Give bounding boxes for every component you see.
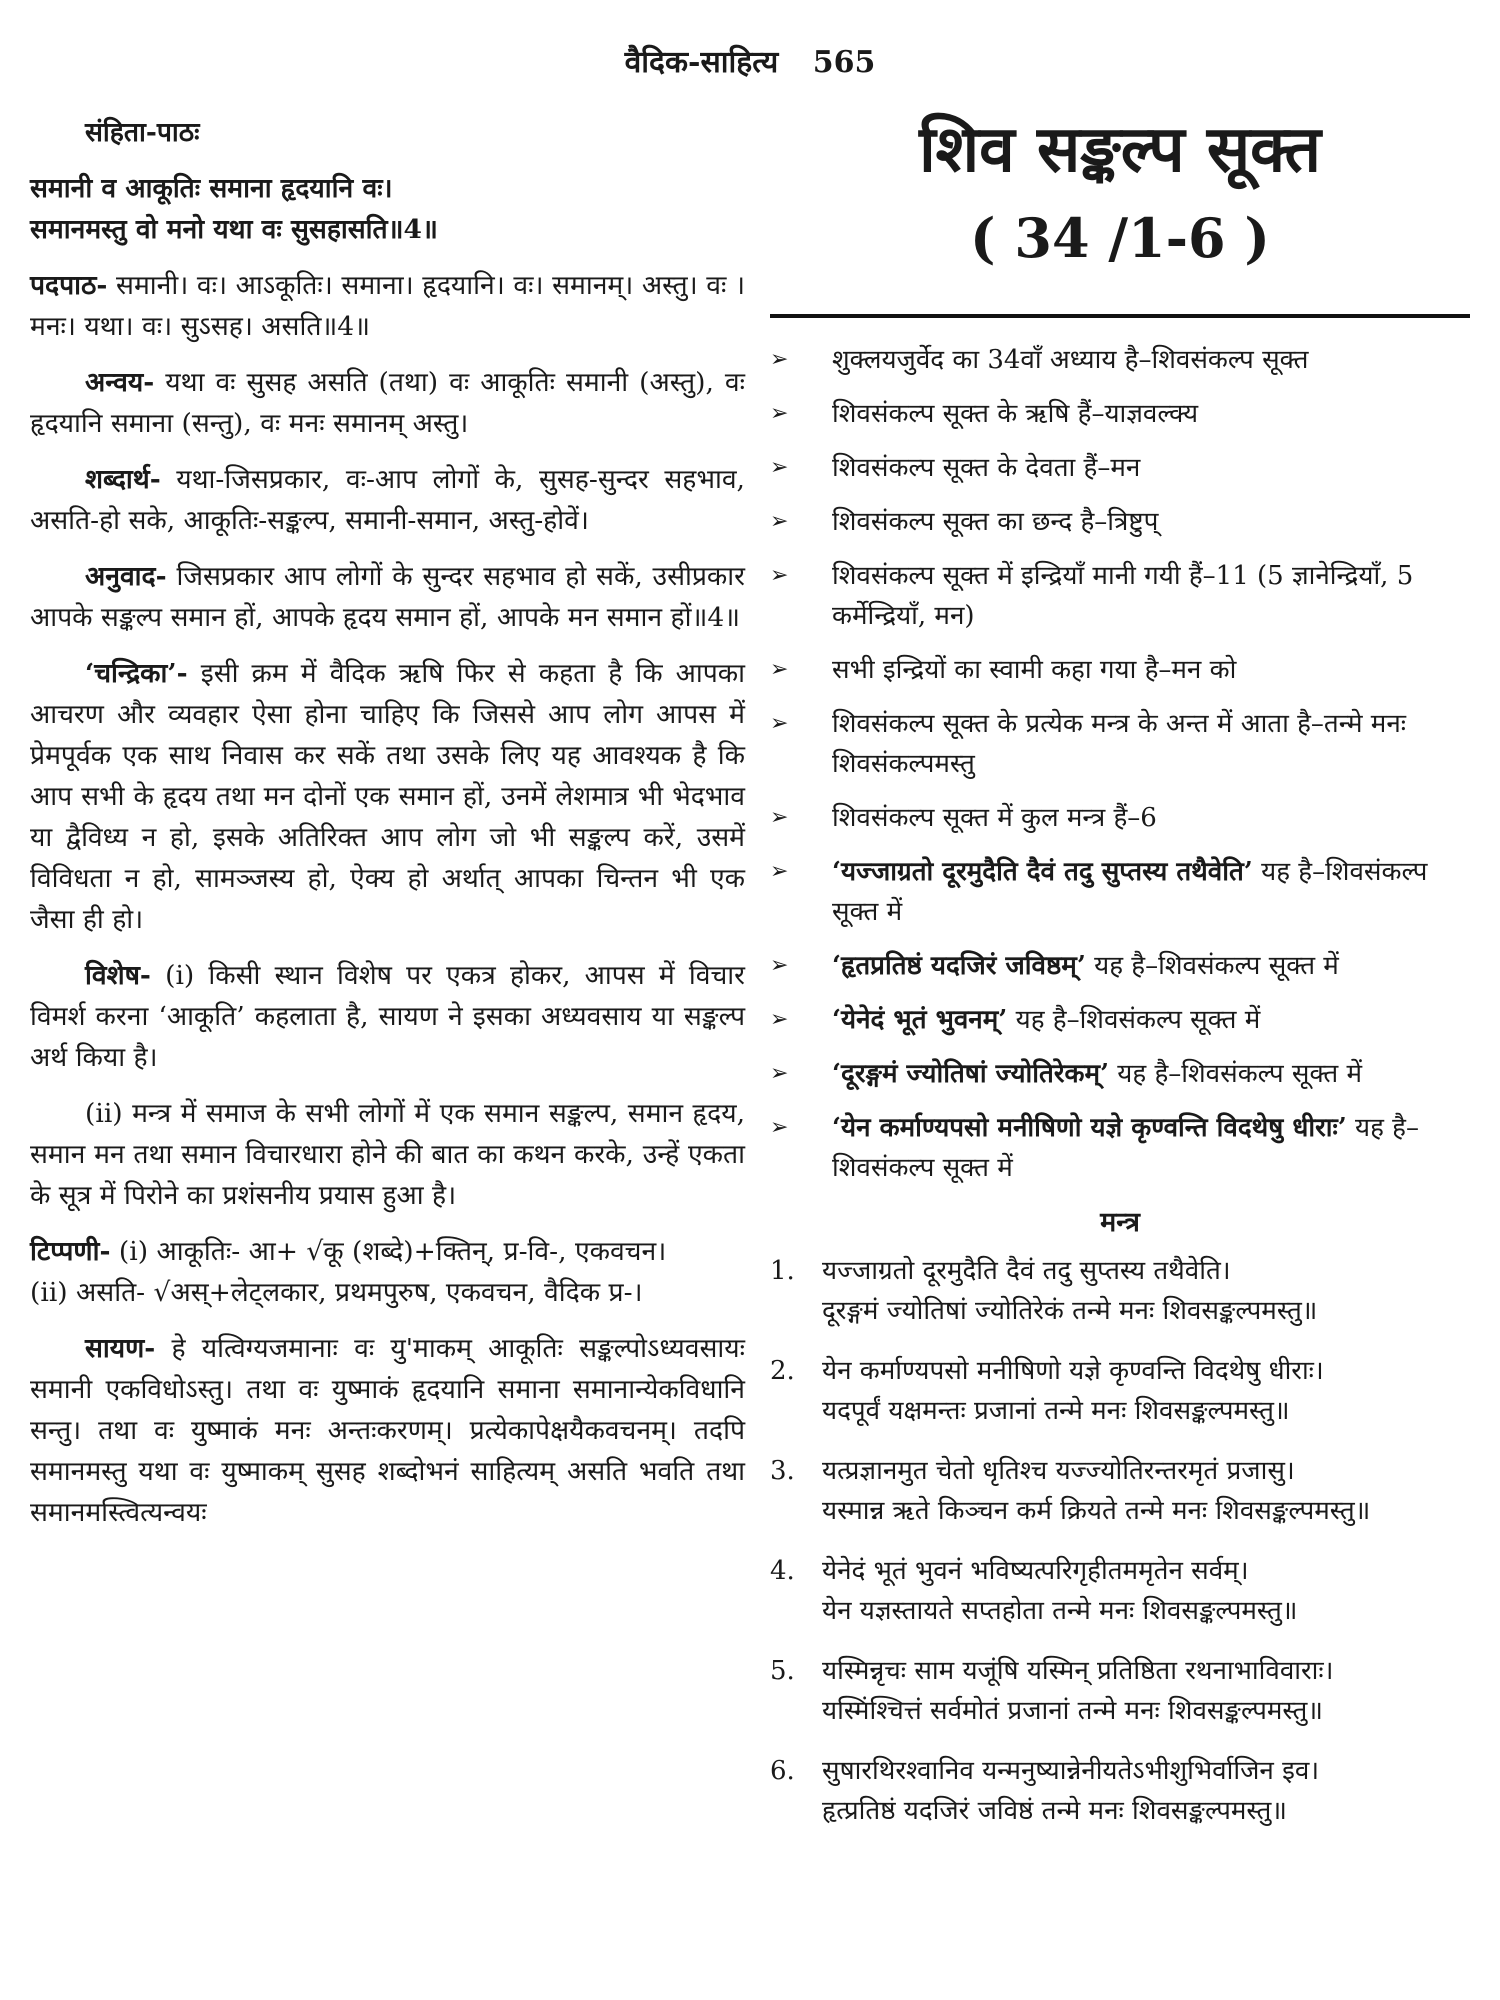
arrow-bullet-icon: ➢ <box>770 805 789 830</box>
vishesh-text-i: (i) किसी स्थान विशेष पर एकत्र होकर, आपस में विचार विमर्श करना ‘आकूति’ कहलाता है, सायण ने इसका अध्यवसाय या सङ्कल्प अर्थ किया है। <box>30 960 745 1073</box>
list-item <box>770 1000 1470 1040</box>
mantra-line: यत्प्रज्ञानमुत चेतो धृतिश्च यज्ज्योतिरन्तरमृतं प्रजासु। <box>822 1456 1295 1486</box>
list-item-text <box>832 340 1470 380</box>
mantra-line: यस्मिंश्चित्तं सर्वमोतं प्रजानां तन्मे मनः शिवसङ्कल्पमस्तु॥ <box>822 1696 1323 1726</box>
mantra-line: यदपूर्वं यक्षमन्तः प्रजानां तन्मे मनः शिवसङ्कल्पमस्तु॥ <box>822 1396 1290 1426</box>
mantra-list <box>770 1251 1470 1831</box>
quoted-mantra: ‘हृतप्रतिष्ठं यदजिरं जविष्ठम्’ <box>832 951 1086 981</box>
fact-text: शिवसंकल्प सूक्त के ऋषि हैं–याज्ञवल्क्य <box>832 399 1199 429</box>
anvaya-paragraph <box>30 362 745 444</box>
tippani-paragraph-1 <box>30 1231 745 1272</box>
list-item-text <box>832 1108 1470 1188</box>
anvaya-text: यथा वः सुसह असति (तथा) वः आकूतिः समानी (अस्तु), वः हृदयानि समाना (सन्तु), वः मनः समानम् अस्तु। <box>30 367 745 439</box>
mantra-number: 2. <box>770 1356 795 1386</box>
mantra-line: येन कर्माण्यपसो मनीषिणो यज्ञे कृण्वन्ति विदथेषु धीराः। <box>822 1356 1324 1386</box>
sayan-paragraph <box>30 1328 745 1533</box>
chandrika-label: ‘चन्द्रिका’- <box>85 658 188 689</box>
arrow-bullet-icon: ➢ <box>770 401 789 426</box>
mantra-line: यस्मिन्नृचः साम यजूंषि यस्मिन् प्रतिष्ठिता रथनाभाविवाराः। <box>822 1656 1334 1686</box>
list-item-text <box>832 1054 1470 1094</box>
mantra-line: येनेदं भूतं भुवनं भविष्यत्परिगृहीतममृतेन सर्वम्। <box>822 1556 1249 1586</box>
anuvad-text: जिसप्रकार आप लोगों के सुन्दर सहभाव हो सकें, उसीप्रकार आपके सङ्कल्प समान हों, आपके हृदय समान हों, आपके मन समान हों॥4॥ <box>30 561 745 633</box>
list-item <box>770 852 1470 932</box>
chandrika-text: इसी क्रम में वैदिक ऋषि फिर से कहता है कि आपका आचरण और व्यवहार ऐसा होना चाहिए कि जिससे आप लोग आपस में प्रेमपूर्वक एक साथ निवास कर सकें तथा उसके लिए यह आवश्यक है कि आप सभी के हृदय तथा मन दोनों एक समान हों, उनमें लेशमात्र भी भेदभाव या द्वैविध्य न हो, इसके अतिरिक्त आप लोग जो भी सङ्कल्प करें, उसमें विविधता न हो, सामञ्जस्य हो, ऐक्य हो अर्थात् आपका चिन्तन भी एक जैसा ही हो। <box>30 658 745 935</box>
arrow-bullet-icon: ➢ <box>770 859 789 884</box>
list-item-text <box>832 704 1470 784</box>
samhita-line-2: समानमस्तु वो मनो यथा वः सुसहासति॥4॥ <box>30 214 438 245</box>
mantra-heading: मन्त्र <box>1100 1207 1140 1238</box>
arrow-bullet-icon: ➢ <box>770 1061 789 1086</box>
left-column <box>30 112 745 1548</box>
mantra-item <box>770 1751 1470 1831</box>
mantra-line: यस्मान्न ऋते किञ्चन कर्म क्रियते तन्मे मनः शिवसङ्कल्पमस्तु॥ <box>822 1496 1371 1526</box>
quoted-mantra: ‘दूरङ्गमं ज्योतिषां ज्योतिरेकम्’ <box>832 1059 1110 1089</box>
fact-text: शिवसंकल्प सूक्त के देवता हैं–मन <box>832 453 1141 483</box>
anuvad-label: अनुवाद- <box>85 561 167 592</box>
shabdartha-text: यथा-जिसप्रकार, वः-आप लोगों के, सुसह-सुन्दर सहभाव, असति-हो सके, आकूतिः-सङ्कल्प, समानी-समान, अस्तु-होवें। <box>30 464 745 536</box>
arrow-bullet-icon: ➢ <box>770 1115 789 1140</box>
mantra-item <box>770 1651 1470 1731</box>
vishesh-label: विशेष- <box>85 960 151 991</box>
fact-text: यह है–शिवसंकल्प सूक्त में <box>832 1113 1419 1183</box>
list-item <box>770 1108 1470 1188</box>
mantra-item <box>770 1451 1470 1531</box>
samhita-line-1: समानी व आकूतिः समाना हृदयानि वः। <box>30 173 393 204</box>
mantra-number: 6. <box>770 1756 795 1786</box>
quoted-mantra: ‘यज्जाग्रतो दूरमुदैति दैवं तदु सुप्तस्य तथैवेति’ <box>832 857 1253 887</box>
tippani-paragraph-2: (ii) असति- √अस्+लेट्लकार, प्रथमपुरुष, एकवचन, वैदिक प्र-। <box>30 1277 643 1308</box>
list-item-text <box>832 798 1470 838</box>
list-item-text <box>832 394 1470 434</box>
list-item <box>770 340 1470 380</box>
tippani-text-i: (i) आकूतिः- आ+ √कू (शब्दे)+क्तिन्, प्र-वि-, एकवचन। <box>118 1236 667 1267</box>
arrow-bullet-icon: ➢ <box>770 953 789 978</box>
list-item <box>770 946 1470 986</box>
mantra-text <box>822 1351 1470 1431</box>
quoted-mantra: ‘येनेदं भूतं भुवनम्’ <box>832 1005 1008 1035</box>
mantra-text <box>822 1251 1470 1331</box>
list-item <box>770 650 1470 690</box>
sayan-text: हे यत्विग्यजमानाः वः यु'माकम् आकूतिः सङ्कल्पोऽध्यवसायः समानी एकविधोऽस्तु। तथा वः युष्माकं हृदयानि समाना समानान्येकविधानि सन्तु। तथा वः युष्माकं मनः अन्तःकरणम्। प्रत्येकापेक्षयैकवचनम्। तदपि समानमस्तु यथा वः युष्माकम् सुसह शब्दोभनं साहित्यम् असति भवति तथा समानमस्त्वित्यन्वयः <box>30 1333 745 1528</box>
list-item-text <box>832 502 1470 542</box>
list-item <box>770 394 1470 434</box>
shabdartha-label: शब्दार्थ- <box>85 464 161 495</box>
sayan-label: सायण- <box>85 1333 156 1364</box>
mantra-number: 5. <box>770 1656 795 1686</box>
sukta-title: शिव सङ्कल्प सूक्त <box>919 112 1321 187</box>
list-item <box>770 798 1470 838</box>
arrow-bullet-icon: ➢ <box>770 509 789 534</box>
arrow-bullet-icon: ➢ <box>770 563 789 588</box>
arrow-bullet-icon: ➢ <box>770 711 789 736</box>
fact-text: यह है–शिवसंकल्प सूक्त में <box>1085 951 1339 981</box>
list-item-text <box>832 650 1470 690</box>
list-item <box>770 448 1470 488</box>
chandrika-paragraph <box>30 653 745 940</box>
arrow-bullet-icon: ➢ <box>770 455 789 480</box>
list-item-text <box>832 1000 1470 1040</box>
vishesh-paragraph-2: (ii) मन्त्र में समाज के सभी लोगों में एक समान सङ्कल्प, समान हृदय, समान मन तथा समान विचारधारा होने की बात का कथन करके, उन्हें एकता के सूत्र में पिरोने का प्रशंसनीय प्रयास हुआ है। <box>30 1098 745 1211</box>
anvaya-label: अन्वय- <box>85 367 155 398</box>
facts-list <box>770 340 1470 1188</box>
section-title: वैदिक-साहित्य <box>624 45 779 80</box>
list-item <box>770 1054 1470 1094</box>
mantra-item <box>770 1351 1470 1431</box>
padapatha-text: समानी। वः। आऽकूतिः। समाना। हृदयानि। वः। समानम्। अस्तु। वः । मनः। यथा। वः। सुऽसह। असति॥4॥ <box>30 270 745 342</box>
mantra-line: येन यज्ञस्तायते सप्तहोता तन्मे मनः शिवसङ्कल्पमस्तु॥ <box>822 1596 1298 1626</box>
fact-text: यह है–शिवसंकल्प सूक्त में <box>1109 1059 1363 1089</box>
arrow-bullet-icon: ➢ <box>770 347 789 372</box>
mantra-item <box>770 1551 1470 1631</box>
vishesh-paragraph-1 <box>30 955 745 1078</box>
list-item <box>770 556 1470 636</box>
quoted-mantra: ‘येन कर्माण्यपसो मनीषिणो यज्ञे कृण्वन्ति विदथेषु धीराः’ <box>832 1113 1347 1143</box>
mantra-text <box>822 1451 1470 1531</box>
fact-text: शिवसंकल्प सूक्त में इन्द्रियाँ मानी गयी हैं–11 (5 ज्ञानेन्द्रियाँ, 5 कर्मेन्द्रियाँ, मन) <box>832 561 1414 631</box>
padapatha-paragraph <box>30 265 745 347</box>
page-header <box>0 40 1500 81</box>
mantra-item <box>770 1251 1470 1331</box>
list-item-text <box>832 448 1470 488</box>
list-item <box>770 502 1470 542</box>
fact-text: सभी इन्द्रियों का स्वामी कहा गया है–मन को <box>832 655 1237 685</box>
mantra-text <box>822 1551 1470 1631</box>
mantra-line: दूरङ्गमं ज्योतिषां ज्योतिरेकं तन्मे मनः शिवसङ्कल्पमस्तु॥ <box>822 1296 1318 1326</box>
fact-text: शिवसंकल्प सूक्त में कुल मन्त्र हैं–6 <box>832 803 1157 833</box>
mantra-number: 1. <box>770 1256 795 1286</box>
list-item <box>770 704 1470 784</box>
page-number: 565 <box>812 45 876 80</box>
right-column <box>770 108 1470 1851</box>
anuvad-paragraph <box>30 556 745 638</box>
samhita-heading: संहिता-पाठः <box>85 117 200 148</box>
tippani-label: टिप्पणी- <box>30 1236 111 1267</box>
mantra-number: 4. <box>770 1556 795 1586</box>
fact-text: यह है–शिवसंकल्प सूक्त में <box>832 857 1428 927</box>
title-divider <box>770 314 1470 318</box>
sukta-reference: ( 34 /1-6 ) <box>970 206 1270 270</box>
arrow-bullet-icon: ➢ <box>770 1007 789 1032</box>
fact-text: यह है–शिवसंकल्प सूक्त में <box>1007 1005 1261 1035</box>
mantra-number: 3. <box>770 1456 795 1486</box>
arrow-bullet-icon: ➢ <box>770 657 789 682</box>
mantra-text <box>822 1751 1470 1831</box>
shabdartha-paragraph <box>30 459 745 541</box>
mantra-line: हृत्प्रतिष्ठं यदजिरं जविष्ठं तन्मे मनः शिवसङ्कल्पमस्तु॥ <box>822 1796 1287 1826</box>
fact-text: शुक्लयजुर्वेद का 34वाँ अध्याय है–शिवसंकल्प सूक्त <box>832 345 1309 375</box>
list-item-text <box>832 556 1470 636</box>
mantra-text <box>822 1651 1470 1731</box>
list-item-text <box>832 852 1470 932</box>
list-item-text <box>832 946 1470 986</box>
fact-text: शिवसंकल्प सूक्त का छन्द है–त्रिष्टुप् <box>832 507 1159 537</box>
mantra-line: सुषारथिरश्वानिव यन्मनुष्यान्नेनीयतेऽभीशुभिर्वाजिन इव। <box>822 1756 1320 1786</box>
padapatha-label: पदपाठ- <box>30 270 108 301</box>
fact-text: शिवसंकल्प सूक्त के प्रत्येक मन्त्र के अन्त में आता है–तन्मे मनः शिवसंकल्पमस्तु <box>832 709 1407 779</box>
mantra-line: यज्जाग्रतो दूरमुदैति दैवं तदु सुप्तस्य तथैवेति। <box>822 1256 1231 1286</box>
